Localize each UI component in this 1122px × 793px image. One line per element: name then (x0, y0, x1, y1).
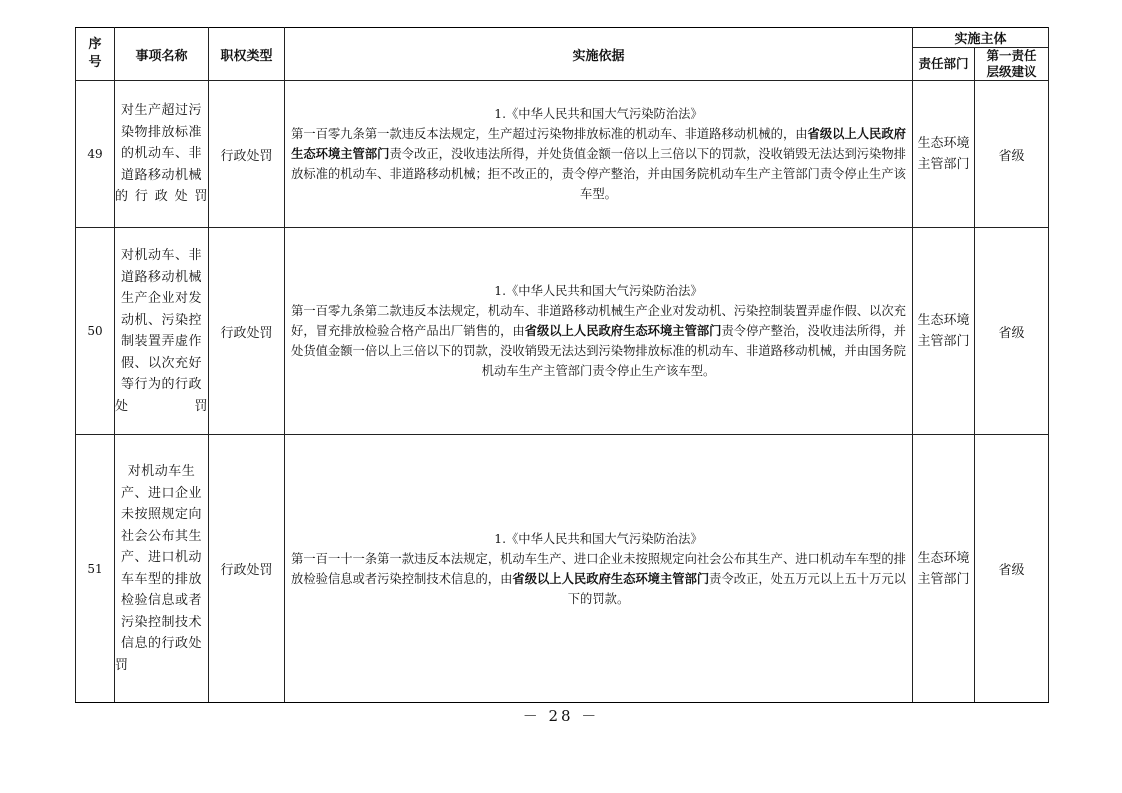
row-dept: 生态环境主管部门 (913, 228, 975, 435)
row-seq: 51 (76, 435, 115, 703)
row-level: 省级 (975, 228, 1049, 435)
row-item-name: 对机动车、非道路移动机械生产企业对发动机、污染控制装置弄虚作假、以次充好等行为的行政处罚 (115, 228, 209, 435)
row-level: 省级 (975, 435, 1049, 703)
powers-table (75, 27, 1049, 703)
row-power-type: 行政处罚 (209, 435, 285, 703)
header-level: 第一责任 层级建议 (975, 48, 1049, 81)
row-basis-bold: 省级以上人民政府生态环境主管部门 (512, 571, 710, 586)
row-basis (285, 81, 913, 228)
row-basis-bold: 省级以上人民政府生态环境主管部门 (524, 324, 722, 338)
header-dept: 责任部门 (913, 48, 975, 81)
row-basis (285, 435, 913, 703)
header-subject: 实施主体 (913, 28, 1049, 48)
row-dept: 生态环境主管部门 (913, 81, 975, 228)
row-item-name: 对机动车生产、进口企业未按照规定向社会公布其生产、进口机动车车型的排放检验信息或者污染控制技术信息的行政处罚 (115, 435, 209, 703)
row-seq: 50 (76, 228, 115, 435)
table-row (76, 435, 1049, 703)
row-basis (285, 228, 913, 435)
row-item-name: 对生产超过污染物排放标准的机动车、非道路移动机械的行政处罚 (115, 81, 209, 228)
row-power-type: 行政处罚 (209, 228, 285, 435)
row-law-title: 1.《中华人民共和国大气污染防治法》 (494, 107, 703, 121)
table-row (76, 228, 1049, 435)
row-law-title: 1.《中华人民共和国大气污染防治法》 (494, 531, 703, 546)
header-name: 事项名称 (115, 28, 209, 81)
row-basis-text-after: 责令改正，没收违法所得，并处货值金额一倍以上三倍以下的罚款，没收销毁无法达到污染物排放标准的机动车、非道路移动机械；拒不改正的，责令停产整治，并由国务院机动车生产主管部门责令停止生产该车型。 (291, 147, 906, 201)
header-basis: 实施依据 (285, 28, 913, 81)
row-power-type: 行政处罚 (209, 81, 285, 228)
row-basis-bold: 省级以上人民政府生态环境主管部门 (291, 127, 906, 161)
table-row (76, 81, 1049, 228)
row-basis-text-after: 责令停产整治，没收违法所得，并处货值金额一倍以上三倍以下的罚款，没收销毁无法达到污染物排放标准的机动车、非道路移动机械，并由国务院机动车生产主管部门责令停止生产该车型。 (291, 324, 906, 378)
row-basis-text: 第一百一十一条第一款违反本法规定，机动车生产、进口企业未按照规定向社会公布其生产、进口机动车车型的排放检验信息或者污染控制技术信息的，由 (291, 551, 906, 586)
page-number: － 28 － (522, 707, 600, 725)
row-level: 省级 (975, 81, 1049, 228)
row-basis-text-after: 责令改正，处五万元以上五十万元以下的罚款。 (567, 571, 906, 606)
row-seq: 49 (76, 81, 115, 228)
header-type: 职权类型 (209, 28, 285, 81)
row-basis-text: 第一百零九条第一款违反本法规定，生产超过污染物排放标准的机动车、非道路移动机械的，由 (291, 127, 808, 141)
row-dept: 生态环境主管部门 (913, 435, 975, 703)
row-basis-text: 第一百零九条第二款违反本法规定，机动车、非道路移动机械生产企业对发动机、污染控制装置弄虚作假、以次充好，冒充排放检验合格产品出厂销售的，由 (291, 304, 906, 338)
header-row (76, 28, 1049, 48)
header-seq: 序 号 (76, 28, 115, 81)
row-law-title: 1.《中华人民共和国大气污染防治法》 (494, 284, 703, 298)
